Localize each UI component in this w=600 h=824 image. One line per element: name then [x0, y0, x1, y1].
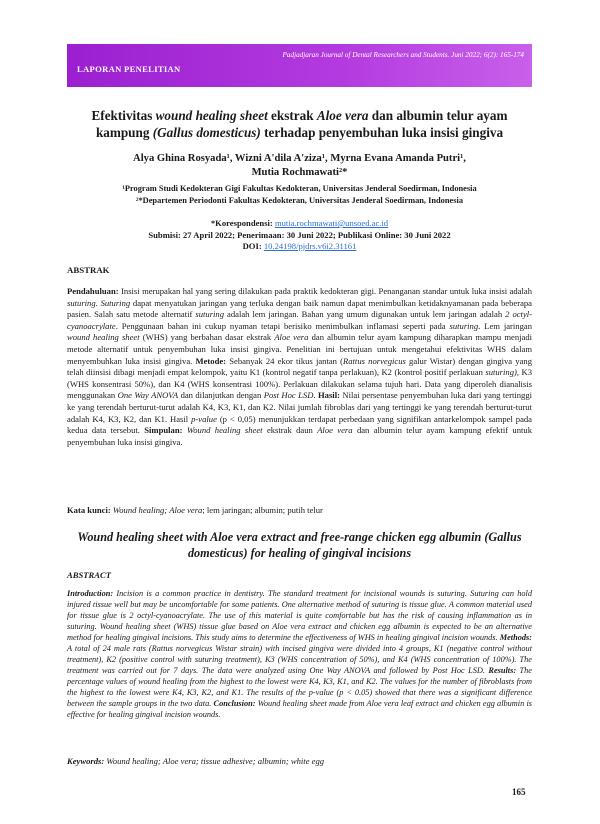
- abstrak-heading: ABSTRAK: [67, 265, 110, 275]
- doi-link[interactable]: 10.24198/pjdrs.v6i2.31161: [263, 241, 357, 251]
- abstract-body: Introduction: Incision is a common practice in dentistry. The standard treatment for incisional wounds is suturing. Suturing can hold injured tissue well but may be uncomfortable for some patients. One alternative method of suturing is tissue glue. A common material used for tissue glue is 2 octyl-cyanoacrylate. The use of this material is quite comfortable but has the risk of causing inflammation as in suturing. Wound healing sheet (WHS) tissue glue based on Aloe vera extract and chicken egg albumin is expected to be an alternative method for healing gingival incisions. This study aims to determine the effectiveness of WHS in healing gingival incision wounds. Methods: A total of 24 male rats (Rattus norvegicus Wistar strain) with incised gingiva were divided into 4 groups, K1 (negative control without treatment), K2 (positive control with suturing treatment), K3 (WHS concentration of 50%), and K4 (WHS concentration of 100%). The treatment was carried out for 7 days. The data were analyzed using One Way ANOVA and followed by Post Hoc LSD. Results: The percentage values of wound healing from the highest to the lowest were K4, K3, K1, and K2. The values for the number of fibroblasts from the highest to the lowest were K4, K3, K2, and K1. The results of the p-value (p < 0.05) showed that there was a significant difference between the sample groups in the two data. Conclusion: Wound healing sheet made from Aloe vera leaf extract and chicken egg albumin is effective for healing gingival incision wounds.: [67, 589, 532, 719]
- abstrak-body: Pendahuluan: Insisi merupakan hal yang sering dilakukan pada praktik kedokteran gigi. Penanganan standar untuk luka insisi adalah suturing. Suturing dapat menyatukan jaringan yang terluka dengan baik namun dapat menimbulkan ketidaknyamanan pada beberapa pasien. Salah satu metode alternatif suturing adalah lem jaringan. Bahan yang umum digunakan untuk lem jaringan adalah 2 octyl-cyanoacrylate. Penggunaan bahan ini cukup nyaman tetapi berisiko menimbulkan inflamasi seperti pada suturing. Lem jaringan wound healing sheet (WHS) yang berbahan dasar ekstrak Aloe vera dan albumin telur ayam kampung diharapkan mampu menjadi metode alternatif untuk penyembuhan luka insisi gingiva. Penelitian ini bertujuan untuk mengetahui efektivitas WHS dalam menyembuhkan luka insisi gingiva. Metode: Sebanyak 24 ekor tikus jantan (Rattus norvegicus galur Wistar) dengan gingiva yang telah diinsisi dibagi menjadi empat kelompok, yaitu K1 (kontrol negatif tanpa perlakuan), K2 (kontrol positif perlakuan suturing), K3 (WHS konsentrasi 50%), dan K4 (WHS konsentrasi 100%). Perlakuan dilakukan selama tujuh hari. Data yang diperoleh dianalisis menggunakan One Way ANOVA dan dilanjutkan dengan Post Hoc LSD. Hasil: Nilai persentase penyembuhan luka dari yang tertinggi ke yang terendah berturut-turut adalah K4, K3, K1, dan K2. Nilai jumlah fibroblas dari yang tertinggi ke yang terendah berturut-turut adalah K4, K3, K2, dan K1. Hasil p-value (p < 0,05) menunjukkan terdapat perbedaan yang signifikan antarkelompok sampel pada kedua data tersebut. Simpulan: Wound healing sheet ekstrak daun Aloe vera dan albumin telur ayam kampung efektif untuk penyembuhan luka insisi gingiva.: [67, 286, 533, 447]
- correspondence: *Korespondensi: mutia.rochmawati@unsoed.ac.id: [210, 218, 389, 228]
- author-line-1: Alya Ghina Rosyada¹, Wizni A'dila A'ziza¹, Myrna Evana Amanda Putri¹,: [133, 153, 466, 164]
- journal-banner: [67, 44, 532, 87]
- english-title: Wound healing sheet with Aloe vera extract and free-range chicken egg albumin (Gallus domesticus) for healing of gingival incisions: [77, 530, 522, 560]
- article-meta: [67, 218, 532, 253]
- affiliation-2: ²*Departemen Periodonti Fakultas Kedokteran, Universitas Jenderal Soedirman, Indonesia: [135, 195, 464, 205]
- doi: DOI: 10.24198/pjdrs.v6i2.31161: [242, 241, 357, 251]
- author-list: [67, 152, 532, 180]
- submission-dates: Submisi: 27 April 2022; Penerimaan: 30 Juni 2022; Publikasi Online: 30 Juni 2022: [148, 229, 451, 240]
- journal-citation: Padjadjaran Journal of Dental Researchers and Students. Juni 2022; 6(2): 165-174: [282, 51, 524, 59]
- author-line-2: Mutia Rochmawati²*: [251, 167, 348, 178]
- article-title: Efektivitas wound healing sheet ekstrak Aloe vera dan albumin telur ayam kampung (Gallus domesticus) terhadap penyembuhan luka insisi gingiva: [91, 108, 508, 140]
- affiliation-1: ¹Program Studi Kedokteran Gigi Fakultas Kedokteran, Universitas Jenderal Soedirman, Indonesia: [122, 184, 477, 193]
- affiliations: [67, 183, 532, 206]
- kata-kunci: Kata kunci: Wound healing; Aloe vera; lem jaringan; albumin; putih telur: [67, 505, 323, 515]
- correspondence-email-link[interactable]: mutia.rochmawati@unsoed.ac.id: [274, 218, 389, 228]
- section-label: LAPORAN PENELITIAN: [77, 64, 181, 74]
- abstract-heading: ABSTRACT: [67, 570, 111, 580]
- keywords: Keywords: Wound healing; Aloe vera; tissue adhesive; albumin; white egg: [67, 756, 325, 766]
- page-number: 165: [512, 787, 526, 797]
